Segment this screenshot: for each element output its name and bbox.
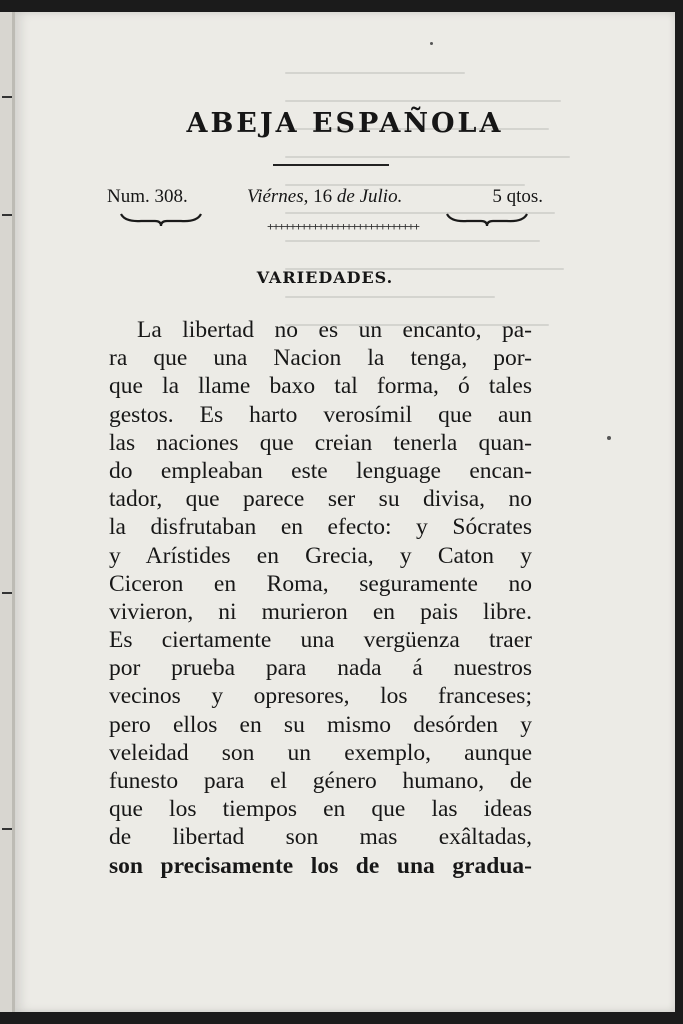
text-line: tador, que parece ser su divisa, no bbox=[109, 486, 532, 513]
text-line: y Arístides en Grecia, y Caton y bbox=[109, 542, 532, 569]
newspaper-title: ABEJA ESPAÑOLA bbox=[186, 108, 504, 139]
text-line: Ciceron en Roma, seguramente no bbox=[109, 570, 532, 597]
text-line: que los tiempos en que las ideas bbox=[109, 796, 532, 823]
issue-number: Num. 308. bbox=[107, 186, 188, 207]
issue-de: de bbox=[336, 186, 355, 207]
text-line: las naciones que creian tenerla quan- bbox=[109, 429, 532, 456]
issue-date bbox=[247, 186, 402, 208]
text-line: por prueba para nada á nuestros bbox=[109, 655, 532, 682]
text-line: la disfrutaban en efecto: y Sócrates bbox=[109, 514, 532, 541]
text-line: de libertad son mas exâltadas, bbox=[109, 824, 532, 851]
text-line: Es ciertamente una vergüenza traer bbox=[109, 627, 532, 654]
left-brace-ornament bbox=[119, 212, 203, 228]
issue-line bbox=[107, 186, 543, 210]
text-line: funesto para el género humano, de bbox=[109, 768, 532, 794]
text-line: vivieron, ni murieron en pais libre. bbox=[109, 598, 532, 625]
text-line: que la llame baxo tal forma, ó tales bbox=[109, 373, 532, 400]
article-body bbox=[109, 316, 532, 880]
issue-month: Julio. bbox=[359, 186, 403, 207]
text-line: pero ellos en su mismo desórden y bbox=[109, 711, 532, 738]
text-line: veleidad son un exemplo, aunque bbox=[109, 739, 532, 766]
issue-weekday: Viérnes bbox=[247, 186, 304, 207]
text-line: do empleaban este lenguage encan- bbox=[109, 457, 532, 484]
text-line: ra que una Nacion la tenga, por- bbox=[109, 345, 532, 372]
text-line: son precisamente los de una gradua- bbox=[109, 852, 532, 879]
paper-speck bbox=[430, 42, 433, 45]
book-page bbox=[12, 12, 675, 1012]
paper-speck bbox=[607, 436, 611, 440]
binding-thread bbox=[2, 214, 12, 216]
section-heading: VARIEDADES. bbox=[256, 268, 394, 287]
binding-thread bbox=[2, 828, 12, 830]
issue-price: 5 qtos. bbox=[492, 186, 543, 207]
binding-thread bbox=[2, 96, 12, 98]
text-line: vecinos y opresores, los franceses; bbox=[109, 683, 532, 710]
binding-thread bbox=[2, 592, 12, 594]
title-rule bbox=[273, 164, 389, 166]
ornament-dot-rule: +++++++++++++++++++++++++++ bbox=[267, 220, 419, 233]
issue-day: , 16 bbox=[303, 186, 337, 207]
text-line: gestos. Es harto verosímil que aun bbox=[109, 401, 532, 428]
right-brace-ornament bbox=[445, 212, 529, 228]
text-line: La libertad no es un encanto, pa- bbox=[137, 317, 532, 343]
